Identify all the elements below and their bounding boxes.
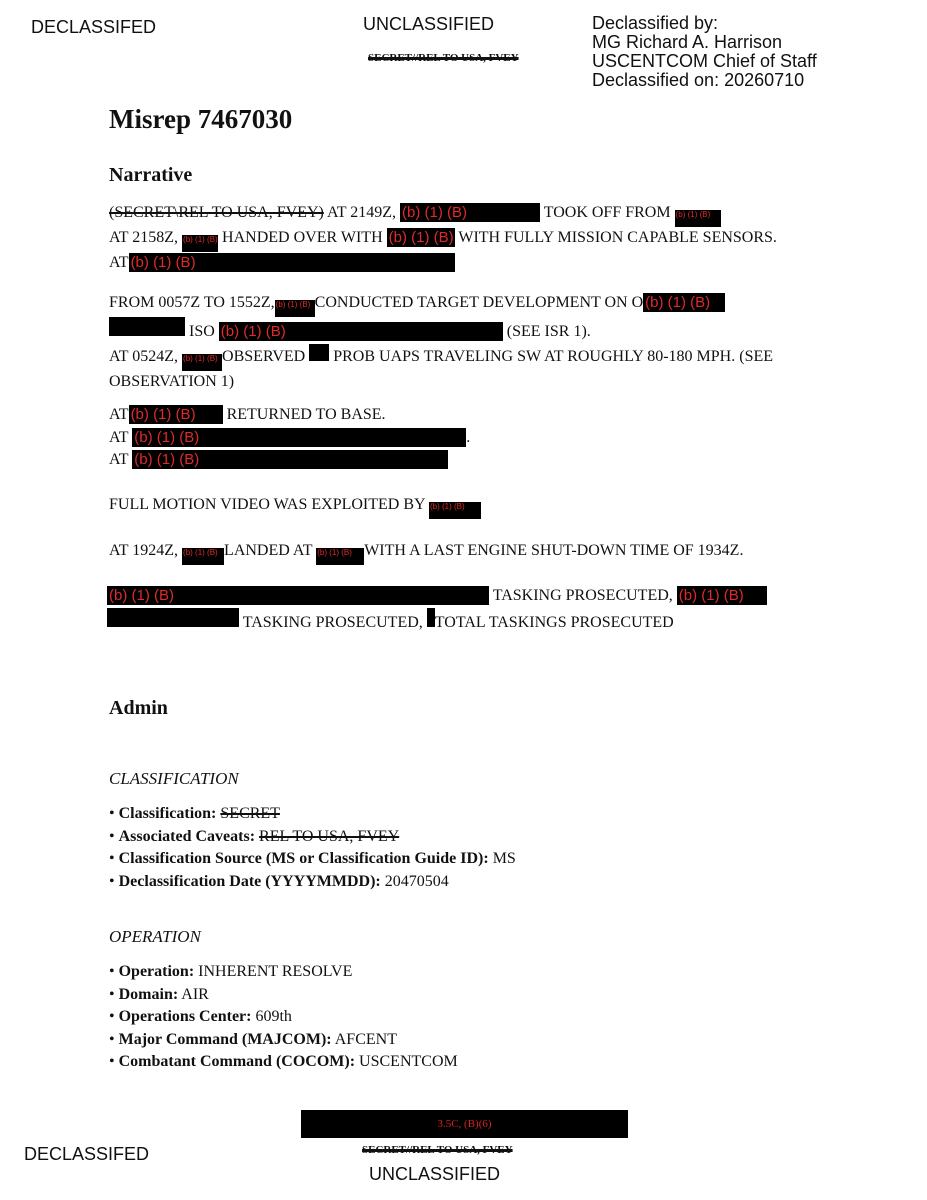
redaction-block: (b) (1) (B) bbox=[129, 253, 455, 272]
bottom-redaction-block: 3.5C, (B)(6) bbox=[301, 1110, 628, 1138]
operation-list bbox=[109, 961, 458, 1074]
narrative-text: OBSERVATION 1) bbox=[109, 372, 235, 390]
redaction-block: (b) (1) (B) bbox=[129, 405, 223, 424]
narrative-paragraph-2 bbox=[109, 292, 773, 393]
field-label: Classification: bbox=[118, 805, 217, 822]
narrative-text: AT bbox=[109, 451, 129, 469]
document-title: Misrep 7467030 bbox=[109, 104, 293, 134]
narrative-text: FROM 0057Z TO 1552Z, bbox=[109, 294, 275, 311]
list-item bbox=[109, 1006, 458, 1029]
narrative-text: AT 0524Z, bbox=[109, 347, 179, 365]
list-item bbox=[109, 1029, 458, 1052]
declassified-marking-bottom: DECLASSIFED bbox=[24, 1144, 150, 1164]
declassified-marking-top: DECLASSIFED bbox=[31, 17, 157, 37]
field-label: Major Command (MAJCOM): bbox=[118, 1030, 332, 1048]
redaction-block: (b) (1) (B) bbox=[400, 203, 540, 222]
list-item bbox=[109, 871, 516, 894]
admin-heading: Admin bbox=[109, 697, 168, 719]
redaction-block bbox=[309, 344, 329, 361]
narrative-text: . bbox=[466, 428, 471, 446]
redaction-block: (b) (1) (B) bbox=[107, 586, 489, 605]
narrative-text: FULL MOTION VIDEO WAS EXPLOITED BY bbox=[109, 496, 425, 513]
authority-line-4: Declassified on: 20260710 bbox=[592, 70, 805, 90]
narrative-text: WITH FULLY MISSION CAPABLE SENSORS. bbox=[458, 229, 777, 246]
field-label: Declassification Date (YYYYMMDD): bbox=[118, 872, 381, 890]
list-item bbox=[109, 803, 516, 826]
narrative-text: RETURNED TO BASE. bbox=[226, 406, 386, 423]
redaction-block bbox=[107, 608, 239, 627]
classification-section-label: CLASSIFICATION bbox=[109, 769, 239, 788]
list-item bbox=[109, 961, 458, 984]
field-value: USCENTCOM bbox=[359, 1053, 458, 1071]
classification-list bbox=[109, 803, 516, 893]
redaction-block: (b) (1) (B) bbox=[316, 548, 364, 565]
redaction-block: (b) (1) (B) bbox=[132, 428, 466, 447]
narrative-text: AT bbox=[109, 428, 129, 446]
unclassified-marking-top: UNCLASSIFIED bbox=[363, 14, 495, 34]
struck-classification-banner-top: SECRET//REL TO USA, FVEY bbox=[368, 52, 519, 64]
declassification-authority bbox=[592, 14, 817, 90]
redaction-block: (b) (1) (B) bbox=[182, 235, 218, 252]
field-value: 609th bbox=[255, 1008, 292, 1026]
list-item bbox=[109, 826, 516, 849]
redaction-block: (b) (1) (B) bbox=[677, 586, 767, 605]
operation-section-label: OPERATION bbox=[109, 927, 201, 946]
field-label: Operation: bbox=[118, 963, 195, 980]
narrative-text: PROB UAPS TRAVELING SW AT ROUGHLY 80-180 MPH. (SEE bbox=[333, 347, 774, 365]
narrative-text: (SEE ISR 1). bbox=[506, 323, 591, 340]
narrative-text: ISO bbox=[189, 323, 215, 340]
field-value: 20470504 bbox=[384, 872, 449, 890]
narrative-paragraph-6 bbox=[107, 585, 767, 634]
struck-portion-marking: (SECRET\REL TO USA, FVEY) bbox=[109, 204, 324, 221]
narrative-text: AT 2158Z, bbox=[109, 229, 179, 246]
narrative-paragraph-4 bbox=[109, 494, 481, 519]
authority-line-2: MG Richard A. Harrison bbox=[592, 32, 783, 52]
narrative-text: TOTAL TASKINGS PROSECUTED bbox=[434, 613, 674, 631]
field-label: Associated Caveats: bbox=[118, 827, 256, 845]
struck-classification-banner-bottom: SECRET//REL TO USA, FVEY bbox=[362, 1144, 513, 1156]
redaction-block: (b) (1) (B) bbox=[275, 300, 315, 317]
narrative-text: AT 1924Z, bbox=[109, 542, 179, 559]
authority-line-1: Declassified by: bbox=[592, 13, 719, 33]
narrative-heading: Narrative bbox=[109, 164, 193, 186]
narrative-text: WITH A LAST ENGINE SHUT-DOWN TIME OF 1934Z. bbox=[364, 542, 744, 559]
narrative-text: AT bbox=[109, 254, 129, 271]
narrative-text: TASKING PROSECUTED, bbox=[492, 587, 673, 604]
list-item bbox=[109, 848, 516, 871]
field-value: MS bbox=[492, 850, 516, 868]
field-label: Domain: bbox=[118, 985, 179, 1003]
field-value: AIR bbox=[181, 985, 209, 1003]
list-item bbox=[109, 1051, 458, 1074]
redaction-block: (b) (1) (B) bbox=[219, 322, 503, 341]
narrative-text: TOOK OFF FROM bbox=[543, 204, 671, 221]
narrative-text: LANDED AT bbox=[224, 542, 313, 559]
narrative-text: TASKING PROSECUTED, bbox=[242, 613, 423, 631]
field-label: Combatant Command (COCOM): bbox=[118, 1053, 356, 1071]
redaction-block: (b) (1) (B) bbox=[675, 210, 721, 227]
list-item bbox=[109, 984, 458, 1007]
narrative-paragraph-5 bbox=[109, 540, 743, 565]
narrative-paragraph-1 bbox=[109, 202, 777, 275]
narrative-text: OBSERVED bbox=[222, 347, 306, 365]
redaction-block: (b) (1) (B) bbox=[429, 502, 481, 519]
redaction-block bbox=[109, 317, 185, 336]
unclassified-marking-bottom: UNCLASSIFIED bbox=[369, 1164, 501, 1184]
field-value: SECRET bbox=[220, 805, 280, 822]
field-label: Classification Source (MS or Classification Guide ID): bbox=[118, 850, 489, 868]
narrative-text: AT bbox=[109, 406, 129, 423]
narrative-text: AT 2149Z, bbox=[326, 204, 396, 221]
field-value: REL TO USA, FVEY bbox=[259, 827, 400, 845]
redaction-block: (b) (1) (B) bbox=[182, 548, 224, 565]
redaction-block: (b) (1) (B) bbox=[643, 293, 725, 312]
field-value: INHERENT RESOLVE bbox=[198, 963, 353, 980]
narrative-text: HANDED OVER WITH bbox=[222, 229, 383, 246]
field-label: Operations Center: bbox=[118, 1008, 252, 1026]
authority-line-3: USCENTCOM Chief of Staff bbox=[592, 51, 817, 71]
redaction-block: (b) (1) (B) bbox=[182, 354, 222, 371]
field-value: AFCENT bbox=[334, 1030, 397, 1048]
narrative-text: CONDUCTED TARGET DEVELOPMENT ON O bbox=[314, 294, 644, 311]
redaction-block: (b) (1) (B) bbox=[132, 450, 448, 469]
narrative-paragraph-3 bbox=[109, 404, 470, 472]
redaction-block bbox=[427, 608, 435, 627]
redaction-block: (b) (1) (B) bbox=[388, 229, 454, 246]
